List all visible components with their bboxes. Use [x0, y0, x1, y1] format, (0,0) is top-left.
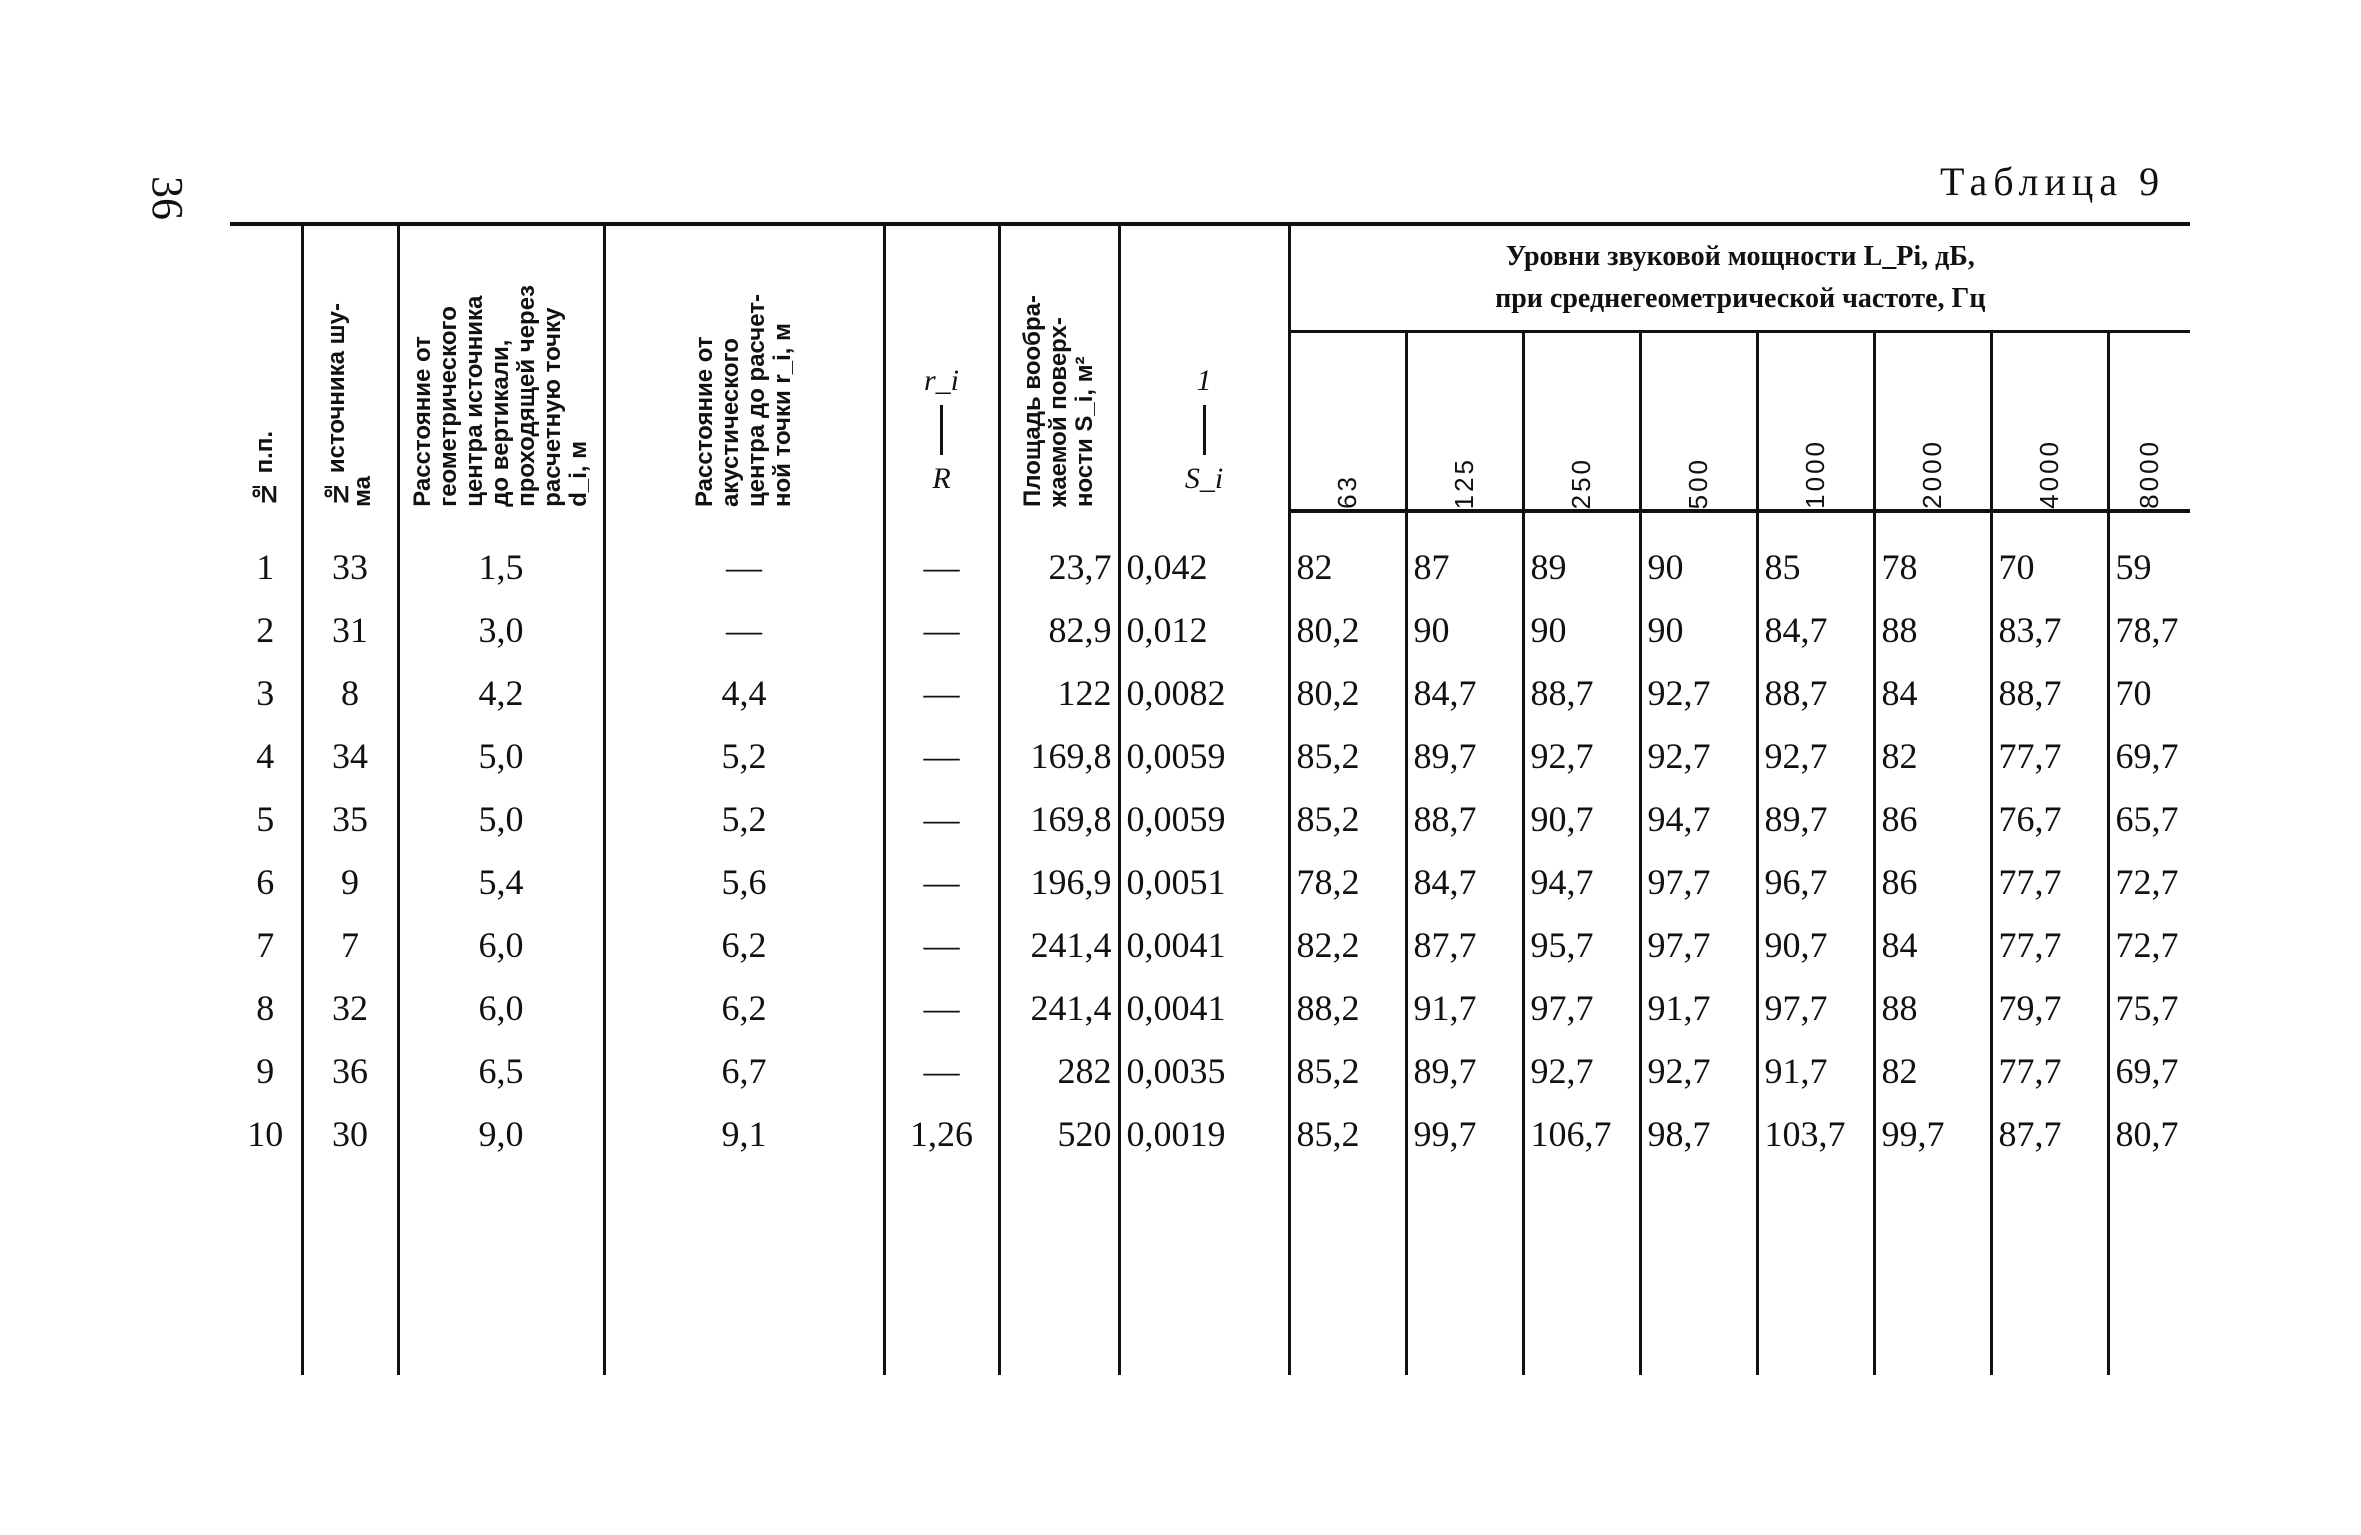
cell-source-number: 32 [302, 976, 398, 1039]
cell-level-8000: 80,7 [2108, 1102, 2190, 1165]
header-distance-geometric: Расстояние от геометрического центра источника до вертикали, проходящей через расчетную точку d_i, м [398, 224, 604, 511]
cell-ratio: — [884, 913, 999, 976]
cell-row-number: 6 [256, 861, 275, 902]
cell-level-4000: 79,7 [1991, 976, 2108, 1039]
cell-distance-geometric: 9,0 [398, 1102, 604, 1165]
cell-level-1000: 92,7 [1757, 724, 1874, 787]
cell-level-63: 85,2 [1289, 1039, 1406, 1102]
table-row [230, 661, 2190, 724]
table-row [230, 787, 2190, 850]
cell-level-8000: 75,7 [2108, 976, 2190, 1039]
header-source-number: № источника шу- ма [302, 224, 398, 511]
cell-ratio: — [884, 535, 999, 598]
cell-level-4000: 77,7 [1991, 850, 2108, 913]
table-title: Таблица 9 [1940, 159, 2166, 204]
cell-area: 82,9 [999, 598, 1119, 661]
spacer-row [230, 511, 2190, 535]
page-number: 36 [143, 176, 193, 220]
empty-filler-row [230, 1165, 2190, 1375]
cell-distance-geometric: 5,0 [398, 724, 604, 787]
cell-level-1000: 85 [1757, 535, 1874, 598]
cell-level-63: 88,2 [1289, 976, 1406, 1039]
cell-level-125: 91,7 [1406, 976, 1523, 1039]
cell-level-2000: 82 [1874, 1039, 1991, 1102]
table-row [230, 1039, 2190, 1102]
cell-source-number: 31 [302, 598, 398, 661]
cell-distance-geometric: 6,0 [398, 976, 604, 1039]
cell-level-250: 90,7 [1523, 787, 1640, 850]
header-sound-power-levels [1289, 224, 2190, 332]
cell-inverse-area: 0,042 [1119, 535, 1289, 598]
cell-level-63: 82 [1289, 535, 1406, 598]
cell-level-500: 91,7 [1640, 976, 1757, 1039]
sound-power-table [230, 222, 2190, 1375]
cell-inverse-area: 0,0082 [1119, 661, 1289, 724]
cell-level-125: 87,7 [1406, 913, 1523, 976]
cell-level-1000: 96,7 [1757, 850, 1874, 913]
cell-level-2000: 82 [1874, 724, 1991, 787]
cell-ratio: — [884, 850, 999, 913]
cell-level-1000: 91,7 [1757, 1039, 1874, 1102]
cell-area: 241,4 [999, 913, 1119, 976]
cell-level-1000: 89,7 [1757, 787, 1874, 850]
cell-level-63: 85,2 [1289, 787, 1406, 850]
cell-area: 169,8 [999, 787, 1119, 850]
cell-source-number: 33 [302, 535, 398, 598]
cell-level-125: 90 [1406, 598, 1523, 661]
cell-level-250: 90 [1523, 598, 1640, 661]
header-freq-1000: 1000 [1757, 332, 1874, 512]
cell-ratio: — [884, 661, 999, 724]
header-row-number: № п.п. [230, 224, 302, 511]
cell-area: 122 [999, 661, 1119, 724]
cell-level-125: 89,7 [1406, 1039, 1523, 1102]
header-freq-250: 250 [1523, 332, 1640, 512]
table-row [230, 976, 2190, 1039]
cell-distance-geometric: 1,5 [398, 535, 604, 598]
cell-level-1000: 90,7 [1757, 913, 1874, 976]
cell-area: 23,7 [999, 535, 1119, 598]
cell-level-500: 92,7 [1640, 724, 1757, 787]
cell-row-number: 7 [256, 924, 275, 965]
cell-distance-geometric: 6,0 [398, 913, 604, 976]
cell-level-500: 94,7 [1640, 787, 1757, 850]
table-row [230, 850, 2190, 913]
cell-level-250: 88,7 [1523, 661, 1640, 724]
cell-level-8000: 72,7 [2108, 913, 2190, 976]
cell-level-63: 80,2 [1289, 661, 1406, 724]
cell-level-4000: 87,7 [1991, 1102, 2108, 1165]
cell-distance-acoustic: 6,2 [604, 913, 884, 976]
cell-area: 241,4 [999, 976, 1119, 1039]
cell-level-2000: 84 [1874, 913, 1991, 976]
cell-level-4000: 88,7 [1991, 661, 2108, 724]
table-row [230, 598, 2190, 661]
cell-row-number: 4 [256, 735, 275, 776]
cell-level-125: 99,7 [1406, 1102, 1523, 1165]
cell-level-63: 80,2 [1289, 598, 1406, 661]
cell-area: 196,9 [999, 850, 1119, 913]
cell-level-2000: 88 [1874, 976, 1991, 1039]
header-freq-8000: 8000 [2108, 332, 2190, 512]
cell-level-63: 78,2 [1289, 850, 1406, 913]
cell-level-4000: 83,7 [1991, 598, 2108, 661]
cell-distance-geometric: 5,4 [398, 850, 604, 913]
cell-level-4000: 76,7 [1991, 787, 2108, 850]
cell-distance-acoustic: 5,6 [604, 850, 884, 913]
cell-inverse-area: 0,0019 [1119, 1102, 1289, 1165]
cell-level-1000: 97,7 [1757, 976, 1874, 1039]
cell-level-4000: 70 [1991, 535, 2108, 598]
cell-area: 282 [999, 1039, 1119, 1102]
ratio-numerator: r_i [923, 364, 959, 397]
cell-distance-acoustic: — [604, 535, 884, 598]
cell-level-2000: 86 [1874, 787, 1991, 850]
cell-level-2000: 86 [1874, 850, 1991, 913]
cell-level-63: 82,2 [1289, 913, 1406, 976]
cell-inverse-area: 0,0051 [1119, 850, 1289, 913]
cell-inverse-area: 0,012 [1119, 598, 1289, 661]
cell-source-number: 36 [302, 1039, 398, 1102]
header-freq-63: 63 [1289, 332, 1406, 512]
cell-level-63: 85,2 [1289, 724, 1406, 787]
cell-distance-geometric: 3,0 [398, 598, 604, 661]
table-row [230, 724, 2190, 787]
cell-level-500: 97,7 [1640, 850, 1757, 913]
cell-level-250: 95,7 [1523, 913, 1640, 976]
cell-ratio: — [884, 976, 999, 1039]
cell-level-8000: 59 [2108, 535, 2190, 598]
cell-area: 520 [999, 1102, 1119, 1165]
cell-inverse-area: 0,0035 [1119, 1039, 1289, 1102]
cell-level-8000: 69,7 [2108, 1039, 2190, 1102]
cell-level-500: 90 [1640, 535, 1757, 598]
cell-level-125: 88,7 [1406, 787, 1523, 850]
ratio-denominator: R [932, 462, 951, 495]
cell-level-2000: 99,7 [1874, 1102, 1991, 1165]
header-inverse-area [1119, 224, 1289, 511]
data-table-container [230, 222, 2190, 1375]
header-area: Площадь вообра- жаемой поверх- ности S_i, м² [999, 224, 1119, 511]
cell-level-125: 84,7 [1406, 661, 1523, 724]
cell-source-number: 35 [302, 787, 398, 850]
cell-area: 169,8 [999, 724, 1119, 787]
header-freq-4000: 4000 [1991, 332, 2108, 512]
cell-level-2000: 88 [1874, 598, 1991, 661]
cell-level-500: 92,7 [1640, 1039, 1757, 1102]
inverse-denominator: S_i [1184, 462, 1224, 495]
cell-level-4000: 77,7 [1991, 1039, 2108, 1102]
cell-inverse-area: 0,0059 [1119, 724, 1289, 787]
header-freq-500: 500 [1640, 332, 1757, 512]
levels-title-line2: при среднегеометрической частоте, Гц [1495, 283, 1986, 314]
cell-level-2000: 78 [1874, 535, 1991, 598]
cell-distance-acoustic: 5,2 [604, 787, 884, 850]
cell-distance-acoustic: 9,1 [604, 1102, 884, 1165]
cell-level-500: 92,7 [1640, 661, 1757, 724]
table-body [230, 511, 2190, 1375]
cell-distance-acoustic: 6,2 [604, 976, 884, 1039]
cell-level-500: 90 [1640, 598, 1757, 661]
cell-ratio: — [884, 787, 999, 850]
cell-level-125: 89,7 [1406, 724, 1523, 787]
cell-level-500: 97,7 [1640, 913, 1757, 976]
cell-source-number: 8 [302, 661, 398, 724]
header-distance-acoustic: Расстояние от акустического центра до расчет- ной точки r_i, м [604, 224, 884, 511]
cell-row-number: 3 [256, 672, 275, 713]
cell-level-250: 92,7 [1523, 1039, 1640, 1102]
cell-distance-acoustic: — [604, 598, 884, 661]
cell-distance-acoustic: 5,2 [604, 724, 884, 787]
cell-row-number: 2 [256, 609, 275, 650]
cell-level-250: 89 [1523, 535, 1640, 598]
cell-level-8000: 78,7 [2108, 598, 2190, 661]
cell-row-number: 8 [256, 987, 275, 1028]
cell-level-8000: 70 [2108, 661, 2190, 724]
cell-level-250: 92,7 [1523, 724, 1640, 787]
cell-level-250: 106,7 [1523, 1102, 1640, 1165]
cell-level-8000: 65,7 [2108, 787, 2190, 850]
table-row [230, 535, 2190, 598]
table-row [230, 1102, 2190, 1165]
cell-level-2000: 84 [1874, 661, 1991, 724]
cell-ratio: 1,26 [884, 1102, 999, 1165]
cell-level-8000: 72,7 [2108, 850, 2190, 913]
cell-source-number: 34 [302, 724, 398, 787]
header-freq-125: 125 [1406, 332, 1523, 512]
cell-distance-geometric: 4,2 [398, 661, 604, 724]
cell-source-number: 30 [302, 1102, 398, 1165]
cell-distance-acoustic: 4,4 [604, 661, 884, 724]
cell-row-number: 10 [247, 1113, 284, 1154]
cell-source-number: 7 [302, 913, 398, 976]
cell-inverse-area: 0,0041 [1119, 913, 1289, 976]
cell-level-1000: 88,7 [1757, 661, 1874, 724]
cell-level-8000: 69,7 [2108, 724, 2190, 787]
cell-ratio: — [884, 1039, 999, 1102]
cell-level-63: 85,2 [1289, 1102, 1406, 1165]
table-row [230, 913, 2190, 976]
cell-ratio: — [884, 724, 999, 787]
cell-distance-geometric: 6,5 [398, 1039, 604, 1102]
cell-row-number: 1 [256, 546, 275, 587]
cell-level-250: 94,7 [1523, 850, 1640, 913]
inverse-numerator: 1 [1196, 364, 1212, 397]
header-ratio-r-R [884, 224, 999, 511]
cell-level-250: 97,7 [1523, 976, 1640, 1039]
cell-level-4000: 77,7 [1991, 913, 2108, 976]
cell-row-number: 5 [256, 798, 275, 839]
cell-distance-geometric: 5,0 [398, 787, 604, 850]
header-freq-2000: 2000 [1874, 332, 1991, 512]
cell-level-125: 87 [1406, 535, 1523, 598]
cell-level-1000: 103,7 [1757, 1102, 1874, 1165]
cell-level-4000: 77,7 [1991, 724, 2108, 787]
cell-row-number: 9 [256, 1050, 275, 1091]
cell-level-500: 98,7 [1640, 1102, 1757, 1165]
cell-inverse-area: 0,0059 [1119, 787, 1289, 850]
cell-ratio: — [884, 598, 999, 661]
cell-level-125: 84,7 [1406, 850, 1523, 913]
cell-level-1000: 84,7 [1757, 598, 1874, 661]
cell-inverse-area: 0,0041 [1119, 976, 1289, 1039]
levels-title-line1: Уровни звуковой мощности L_Pi, дБ, [1505, 241, 1975, 272]
cell-source-number: 9 [302, 850, 398, 913]
cell-distance-acoustic: 6,7 [604, 1039, 884, 1102]
